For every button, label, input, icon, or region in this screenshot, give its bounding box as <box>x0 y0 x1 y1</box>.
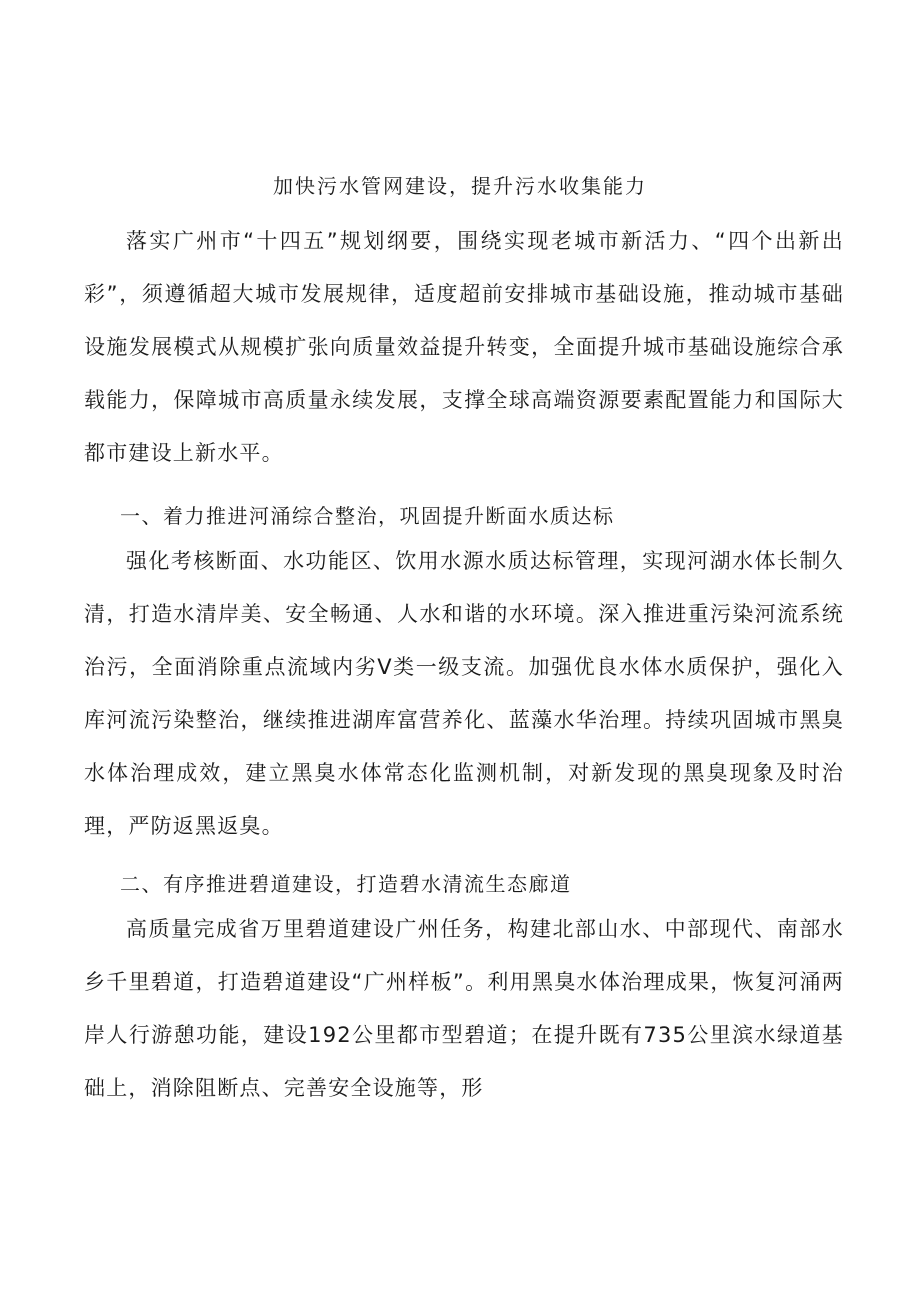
section-body-2: 高质量完成省万里碧道建设广州任务，构建北部山水、中部现代、南部水乡千里碧道，打造碧道建设“广州样板”。利用黑臭水体治理成果，恢复河涌两岸人行游憩功能，建设192公里都市型碧道；在提升既有735公里滨水绿道基础上，消除阻断点、完善安全设施等，形 <box>84 917 844 1100</box>
section-heading-1: 一、着力推进河涌综合整治，巩固提升断面水质达标 <box>120 504 615 528</box>
document-title: 加快污水管网建设，提升污水收集能力 <box>273 174 647 198</box>
intro-paragraph: 落实广州市“十四五”规划纲要，围绕实现老城市新活力、“四个出新出彩”，须遵循超大城市发展规律，适度超前安排城市基础设施，推动城市基础设施发展模式从规模扩张向质量效益提升转变，全面提升城市基础设施综合承载能力，保障城市高质量永续发展，支撑全球高端资源要素配置能力和国际大都市建设上新水平。 <box>84 229 844 465</box>
section-heading-2: 二、有序推进碧道建设，打造碧水清流生态廊道 <box>120 872 572 896</box>
section-body-1: 强化考核断面、水功能区、饮用水源水质达标管理，实现河湖水体长制久清，打造水清岸美、安全畅通、人水和谐的水环境。深入推进重污染河流系统治污，全面消除重点流域内劣V类一级支流。加强优良水体水质保护，强化入库河流污染整治，继续推进湖库富营养化、蓝藻水华治理。持续巩固城市黑臭水体治理成效，建立黑臭水体常态化监测机制，对新发现的黑臭现象及时治理，严防返黑返臭。 <box>84 549 844 838</box>
